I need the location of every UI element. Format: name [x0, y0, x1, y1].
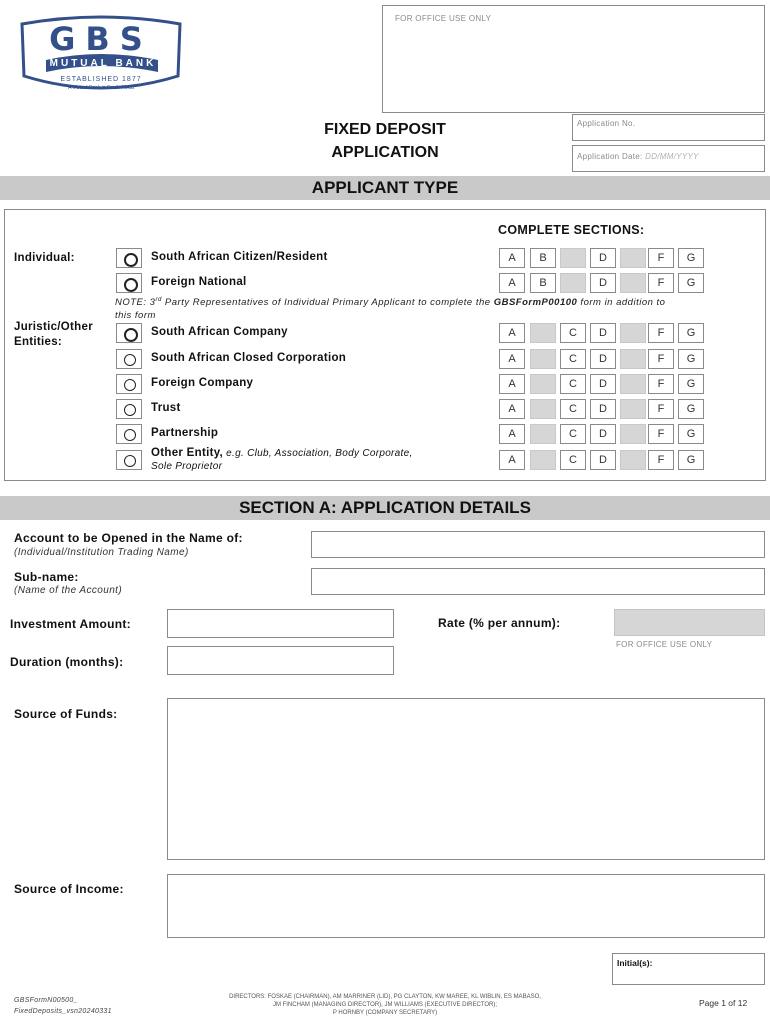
footer-page-number: Page 1 of 12 — [699, 998, 748, 1008]
source-of-funds-label: Source of Funds: — [14, 707, 118, 721]
source-of-funds-input[interactable] — [167, 698, 765, 860]
form-title — [290, 118, 480, 164]
section-indicator-cell: G — [678, 323, 704, 343]
section-indicator-cell — [620, 349, 646, 369]
applicant-type-radio[interactable] — [116, 323, 142, 343]
footer-form-code: GBSFormN00500_ FixedDeposits_vsn20240331 — [14, 997, 112, 1015]
section-indicator-cell: A — [499, 349, 525, 369]
applicant-type-option-label: Partnership — [151, 427, 219, 439]
section-indicator-cell: D — [590, 374, 616, 394]
section-indicator-cell: F — [648, 374, 674, 394]
source-of-income-label: Source of Income: — [14, 882, 124, 896]
applicant-type-option-label: South African Company — [151, 326, 288, 338]
office-use-box — [382, 5, 765, 113]
section-indicator-cell: F — [648, 349, 674, 369]
section-indicator-cell: G — [678, 424, 704, 444]
section-indicator-cell: C — [560, 349, 586, 369]
application-no-field[interactable] — [572, 114, 765, 141]
subname-sublabel: (Name of the Account) — [14, 585, 123, 596]
account-name-sublabel: (Individual/Institution Trading Name) — [14, 547, 189, 558]
investment-amount-label: Investment Amount: — [10, 617, 131, 631]
section-indicator-cell: C — [560, 424, 586, 444]
individual-label: Individual: — [14, 252, 75, 264]
investment-amount-input[interactable] — [167, 609, 394, 638]
subname-label: Sub-name: — [14, 570, 79, 584]
section-indicator-cell: D — [590, 273, 616, 293]
applicant-type-option-label: Foreign Company — [151, 377, 254, 389]
applicant-type-option-label: Foreign National — [151, 276, 247, 288]
section-indicator-cell: D — [590, 248, 616, 268]
applicant-type-option-label: Trust — [151, 402, 181, 414]
applicant-type-radio[interactable] — [116, 374, 142, 394]
application-date-field[interactable] — [572, 145, 765, 172]
applicant-type-radio[interactable] — [116, 450, 142, 470]
section-indicator-cell: C — [560, 374, 586, 394]
section-indicator-cell: A — [499, 248, 525, 268]
section-indicator-cell: D — [590, 323, 616, 343]
section-indicator-cell: D — [590, 424, 616, 444]
section-indicator-cell: G — [678, 374, 704, 394]
section-indicator-cell: F — [648, 450, 674, 470]
section-indicator-cell: G — [678, 273, 704, 293]
section-indicator-cell — [620, 248, 646, 268]
section-indicator-cell: G — [678, 399, 704, 419]
note-form-code: GBSFormP00100 — [493, 297, 578, 309]
section-indicator-cell: A — [499, 450, 525, 470]
applicant-type-heading: APPLICANT TYPE — [0, 176, 770, 200]
section-a-heading: SECTION A: APPLICATION DETAILS — [0, 496, 770, 520]
section-indicator-cell — [560, 273, 586, 293]
section-indicator-cell — [530, 399, 556, 419]
account-name-label: Account to be Opened in the Name of: — [14, 531, 243, 545]
duration-label: Duration (months): — [10, 655, 124, 669]
logo-initials: GBS — [49, 20, 153, 58]
logo-tagline: A Mutual Bank in South Africa — [68, 85, 134, 91]
third-party-note: NOTE: 3rd Party Representatives of Individual Primary Applicant to complete the GBSFormP00100 form in addition to this form — [115, 297, 666, 322]
section-indicator-cell: A — [499, 273, 525, 293]
source-of-income-input[interactable] — [167, 874, 765, 938]
section-indicator-cell: F — [648, 248, 674, 268]
section-indicator-cell: G — [678, 349, 704, 369]
section-indicator-cell: C — [560, 450, 586, 470]
section-indicator-cell: D — [590, 450, 616, 470]
juristic-label: Juristic/Other Entities: — [14, 321, 93, 348]
applicant-type-option-label: South African Closed Corporation — [151, 352, 347, 364]
section-indicator-cell: F — [648, 424, 674, 444]
initials-field[interactable] — [612, 953, 765, 985]
initials-label: Initial(s): — [617, 958, 653, 968]
section-indicator-cell — [530, 349, 556, 369]
section-indicator-cell: A — [499, 399, 525, 419]
section-indicator-cell — [620, 273, 646, 293]
applicant-type-radio[interactable] — [116, 424, 142, 444]
duration-input[interactable] — [167, 646, 394, 675]
logo-name: MUTUAL BANK — [49, 58, 157, 69]
footer-directors: DIRECTORS: FOSKAE (CHAIRMAN), AM MARRINER (LID), PG CLAYTON, KW MAREE, KL WIBLIN, ES MABASO, JM FINCHAM (MANAGING DIRECTOR), JM WILLIAMS (EXECUTIVE DIRECTOR); P HORNBY (COMPANY SECRETARY) — [229, 994, 541, 1016]
account-name-input[interactable] — [311, 531, 765, 558]
section-indicator-cell — [560, 248, 586, 268]
section-indicator-cell: A — [499, 374, 525, 394]
section-indicator-cell: A — [499, 323, 525, 343]
bank-logo — [18, 14, 184, 100]
applicant-type-radio[interactable] — [116, 399, 142, 419]
application-date-placeholder: DD/MM/YYYY — [645, 152, 699, 161]
applicant-type-radio[interactable] — [116, 349, 142, 369]
rate-input[interactable] — [614, 609, 765, 636]
section-indicator-cell — [530, 424, 556, 444]
complete-sections-label: COMPLETE SECTIONS: — [498, 223, 645, 237]
section-indicator-cell — [620, 399, 646, 419]
section-indicator-cell — [620, 323, 646, 343]
section-indicator-cell: B — [530, 248, 556, 268]
section-indicator-cell — [530, 323, 556, 343]
application-no-label: Application No. — [577, 119, 636, 128]
section-indicator-cell — [620, 424, 646, 444]
section-indicator-cell: G — [678, 248, 704, 268]
form-title-line2: APPLICATION — [331, 144, 439, 161]
application-date-label: Application Date: DD/MM/YYYY — [577, 152, 699, 161]
section-indicator-cell: F — [648, 323, 674, 343]
applicant-type-radio[interactable] — [116, 248, 142, 268]
subname-input[interactable] — [311, 568, 765, 595]
section-indicator-cell: A — [499, 424, 525, 444]
section-indicator-cell: D — [590, 349, 616, 369]
section-indicator-cell: C — [560, 399, 586, 419]
section-indicator-cell — [620, 450, 646, 470]
section-indicator-cell: B — [530, 273, 556, 293]
rate-office-use-label: FOR OFFICE USE ONLY — [616, 640, 713, 649]
section-indicator-cell: D — [590, 399, 616, 419]
section-indicator-cell: F — [648, 273, 674, 293]
office-use-label: FOR OFFICE USE ONLY — [395, 14, 492, 23]
applicant-type-option-label: South African Citizen/Resident — [151, 251, 328, 263]
rate-label: Rate (% per annum): — [438, 616, 561, 630]
section-indicator-cell — [620, 374, 646, 394]
form-title-line1: FIXED DEPOSIT — [324, 121, 446, 138]
section-indicator-cell: F — [648, 399, 674, 419]
section-indicator-cell: C — [560, 323, 586, 343]
section-indicator-cell — [530, 450, 556, 470]
section-indicator-cell: G — [678, 450, 704, 470]
logo-established: ESTABLISHED 1877 — [60, 76, 142, 83]
applicant-type-option-label: Other Entity, e.g. Club, Association, Body Corporate, Sole Proprietor — [151, 447, 413, 472]
section-indicator-cell — [530, 374, 556, 394]
applicant-type-radio[interactable] — [116, 273, 142, 293]
